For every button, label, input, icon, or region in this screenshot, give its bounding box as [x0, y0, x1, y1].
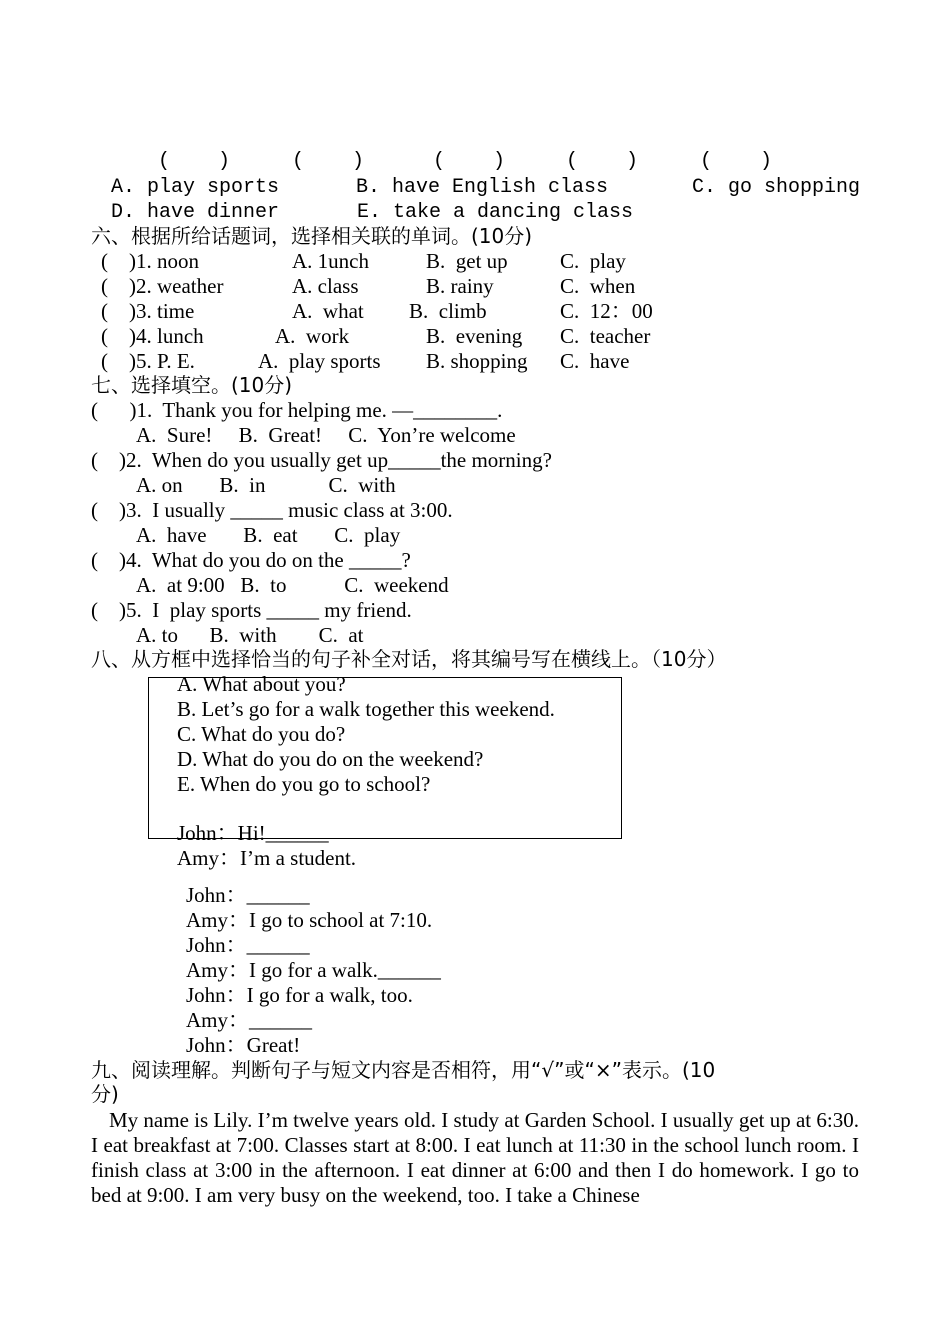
s6-q2-c: C. when: [560, 274, 636, 298]
s7-q1[interactable]: ( )1. Thank you for helping me. —________.: [91, 398, 503, 422]
s7-q3-options: A. have B. eat C. play: [136, 523, 401, 547]
reading-passage: My name is Lily. I’m twelve years old. I study at Garden School. I usually get up at 6:30. I eat breakfast at 7:00. Classes start at 8:00. I eat lunch at 11:30 in the school lunch room. I finish class at 3:00 in the afternoon. I eat dinner at 6:00 and then I do homework. I go to bed at 9:00. I am very busy on the weekend, too. I take a Chinese: [91, 1108, 859, 1207]
match-blank-2[interactable]: ( ): [292, 150, 365, 173]
dialogue-line-5[interactable]: John：______: [186, 933, 310, 957]
dialogue-line-6[interactable]: Amy：I go for a walk.______: [186, 958, 441, 982]
box-option-c: C. What do you do?: [177, 722, 346, 746]
s6-q1-a: A. 1unch: [292, 249, 369, 273]
s6-q5-c: C. have: [560, 349, 630, 373]
s6-q2-b: B. rainy: [426, 274, 494, 298]
match-option-a: A. play sports: [111, 176, 280, 199]
match-blank-5[interactable]: ( ): [700, 150, 773, 173]
s6-q1-b: B. get up: [426, 249, 508, 273]
s6-q3: ( )3. time: [101, 299, 195, 323]
match-blank-1[interactable]: ( ): [158, 150, 231, 173]
dialogue-line-2: Amy：I’m a student.: [177, 846, 357, 870]
section-9-heading: 九、阅读理解。判断句子与短文内容是否相符，用“√”或“×”表示。(10: [91, 1058, 716, 1082]
s6-q1: ( )1. noon: [101, 249, 199, 273]
match-option-c: C. go shopping: [692, 176, 861, 199]
s6-q3-c: C. 12：00: [560, 299, 653, 323]
s7-q5[interactable]: ( )5. I play sports _____ my friend.: [91, 598, 412, 622]
s7-q5-options: A. to B. with C. at: [136, 623, 364, 647]
box-option-d: D. What do you do on the weekend?: [177, 747, 484, 771]
match-option-e: E. take a dancing class: [357, 201, 634, 224]
s6-q4-b: B. evening: [426, 324, 523, 348]
section-9-heading-cont: 分): [91, 1082, 119, 1106]
s6-q4: ( )4. lunch: [101, 324, 204, 348]
s6-q5-a: A. play sports: [258, 349, 381, 373]
dialogue-line-9: John：Great!: [186, 1033, 301, 1057]
dialogue-line-4: Amy：I go to school at 7:10.: [186, 908, 433, 932]
s6-q3-a: A. what: [292, 299, 364, 323]
section-6-heading: 六、根据所给话题词，选择相关联的单词。(10分): [91, 224, 533, 248]
s7-q1-options: A. Sure! B. Great! C. Yon’re welcome: [136, 423, 516, 447]
section-8-heading: 八、从方框中选择恰当的句子补全对话，将其编号写在横线上。（10分）: [91, 647, 727, 671]
s6-q2-a: A. class: [292, 274, 359, 298]
s6-q2: ( )2. weather: [101, 274, 224, 298]
dialogue-line-7: John：I go for a walk, too.: [186, 983, 413, 1007]
dialogue-line-8[interactable]: Amy：______: [186, 1008, 312, 1032]
box-option-b: B. Let’s go for a walk together this weekend.: [177, 697, 555, 721]
match-option-d: D. have dinner: [111, 201, 280, 224]
dialogue-line-3[interactable]: John：______: [186, 883, 310, 907]
s7-q3[interactable]: ( )3. I usually _____ music class at 3:00.: [91, 498, 453, 522]
s7-q2[interactable]: ( )2. When do you usually get up_____the morning?: [91, 448, 552, 472]
match-blank-3[interactable]: ( ): [433, 150, 506, 173]
s7-q4[interactable]: ( )4. What do you do on the _____?: [91, 548, 411, 572]
s6-q5-b: B. shopping: [426, 349, 528, 373]
s7-q2-options: A. on B. in C. with: [136, 473, 396, 497]
s6-q5: ( )5. P. E.: [101, 349, 195, 373]
s6-q1-c: C. play: [560, 249, 626, 273]
box-option-e: E. When do you go to school?: [177, 772, 431, 796]
s7-q4-options: A. at 9:00 B. to C. weekend: [136, 573, 449, 597]
dialogue-line-1[interactable]: John：Hi!______: [177, 821, 329, 845]
s6-q4-a: A. work: [275, 324, 350, 348]
box-option-a: A. What about you?: [177, 672, 346, 696]
section-7-heading: 七、选择填空。(10分): [91, 373, 293, 397]
match-option-b: B. have English class: [356, 176, 609, 199]
match-blank-4[interactable]: ( ): [566, 150, 639, 173]
s6-q4-c: C. teacher: [560, 324, 651, 348]
s6-q3-b: B. climb: [409, 299, 487, 323]
